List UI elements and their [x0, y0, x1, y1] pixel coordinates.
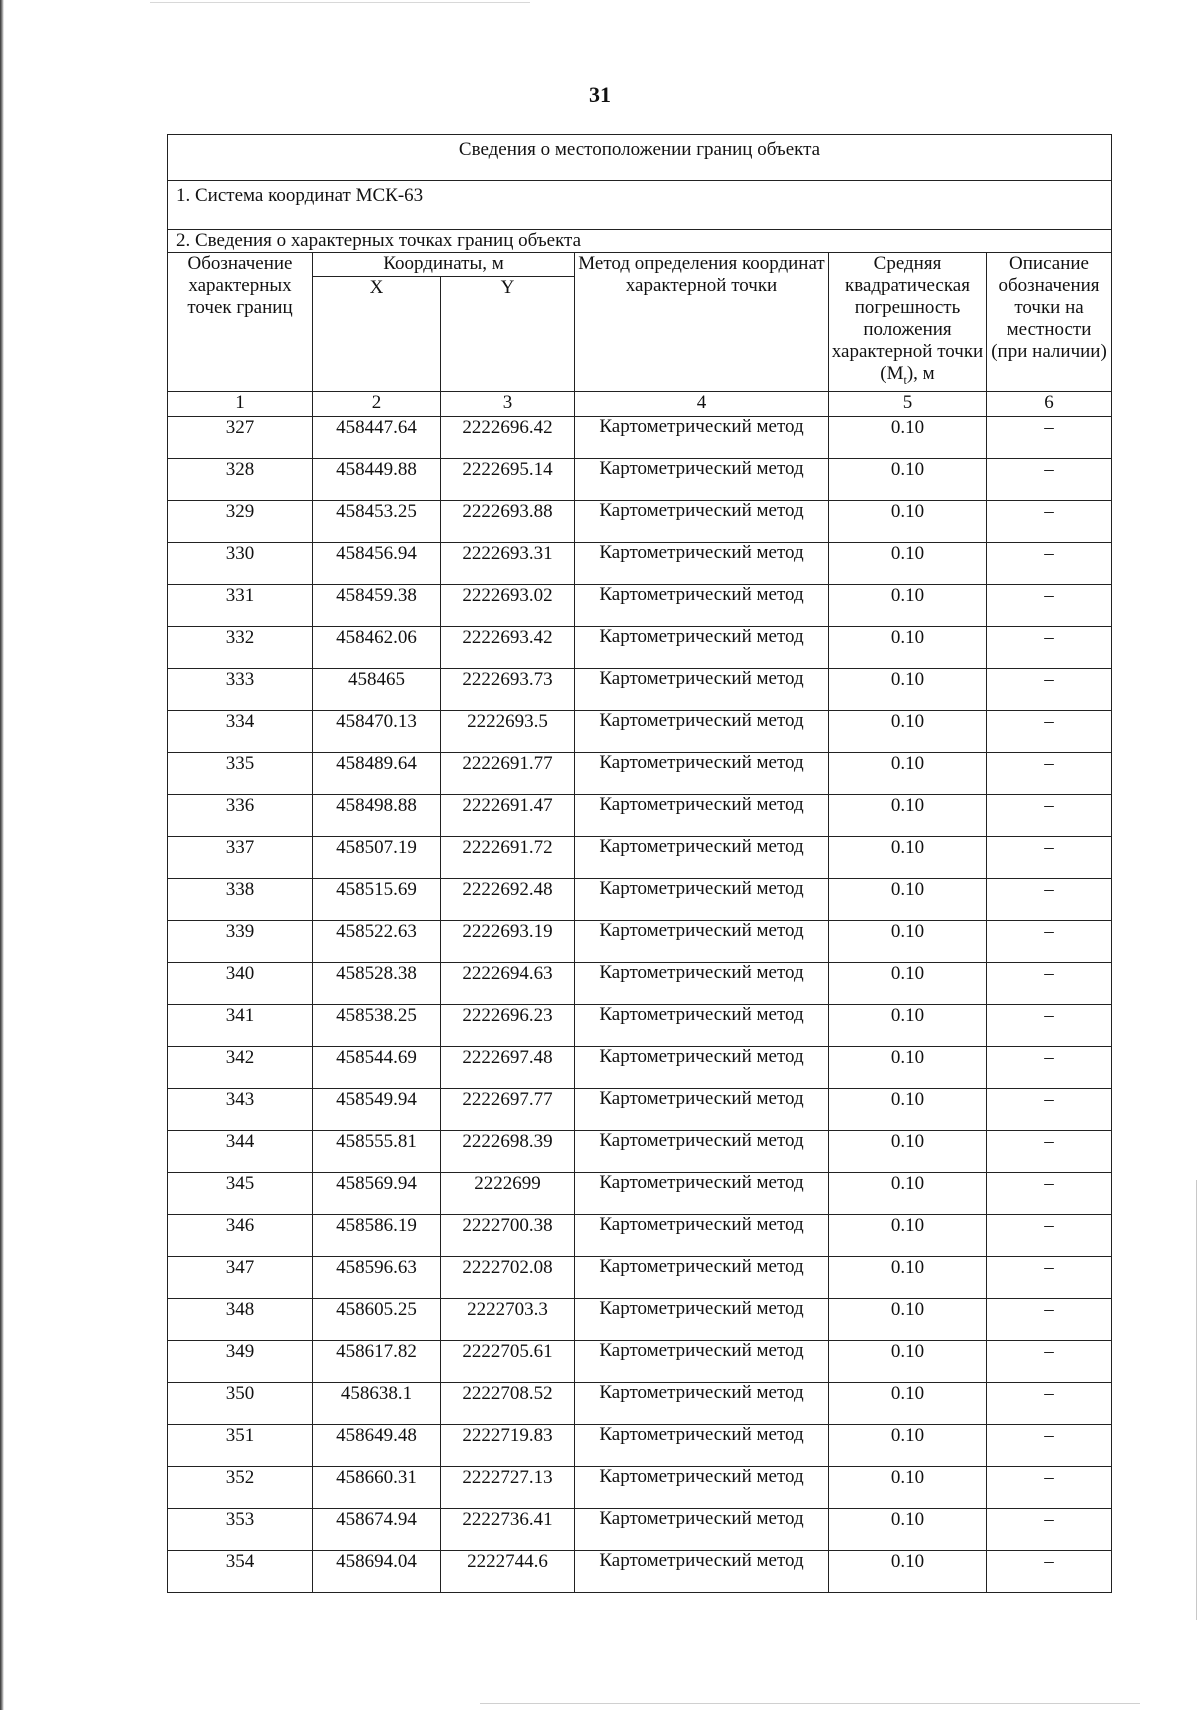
method-cell: Картометрический метод	[575, 752, 829, 794]
description-cell: –	[987, 1508, 1112, 1550]
method-cell: Картометрический метод	[575, 500, 829, 542]
header-method: Метод определения координат характерной точки	[575, 253, 829, 392]
method-cell: Картометрический метод	[575, 794, 829, 836]
error-cell: 0.10	[829, 1382, 987, 1424]
point-cell: 340	[168, 962, 313, 1004]
y-cell: 2222691.72	[441, 836, 575, 878]
error-cell: 0.10	[829, 416, 987, 458]
point-cell: 337	[168, 836, 313, 878]
y-cell: 2222736.41	[441, 1508, 575, 1550]
description-cell: –	[987, 500, 1112, 542]
error-cell: 0.10	[829, 668, 987, 710]
method-cell: Картометрический метод	[575, 878, 829, 920]
method-cell: Картометрический метод	[575, 920, 829, 962]
method-cell: Картометрический метод	[575, 1214, 829, 1256]
method-cell: Картометрический метод	[575, 1340, 829, 1382]
table-row	[168, 1508, 1112, 1550]
description-cell: –	[987, 1214, 1112, 1256]
error-cell: 0.10	[829, 1340, 987, 1382]
scan-artifact-right	[1196, 1180, 1197, 1620]
table-row	[168, 626, 1112, 668]
x-cell: 458449.88	[313, 458, 441, 500]
x-cell: 458617.82	[313, 1340, 441, 1382]
method-cell: Картометрический метод	[575, 1172, 829, 1214]
y-cell: 2222695.14	[441, 458, 575, 500]
table-row	[168, 1340, 1112, 1382]
point-cell: 330	[168, 542, 313, 584]
point-cell: 353	[168, 1508, 313, 1550]
method-cell: Картометрический метод	[575, 1550, 829, 1592]
x-cell: 458447.64	[313, 416, 441, 458]
point-cell: 332	[168, 626, 313, 668]
description-cell: –	[987, 710, 1112, 752]
method-cell: Картометрический метод	[575, 542, 829, 584]
header-x: X	[313, 277, 441, 392]
method-cell: Картометрический метод	[575, 1130, 829, 1172]
point-cell: 335	[168, 752, 313, 794]
description-cell: –	[987, 584, 1112, 626]
description-cell: –	[987, 458, 1112, 500]
error-cell: 0.10	[829, 1256, 987, 1298]
x-cell: 458522.63	[313, 920, 441, 962]
description-cell: –	[987, 962, 1112, 1004]
error-cell: 0.10	[829, 626, 987, 668]
x-cell: 458515.69	[313, 878, 441, 920]
y-cell: 2222697.77	[441, 1088, 575, 1130]
scan-artifact-top	[150, 2, 530, 3]
method-cell: Картометрический метод	[575, 1004, 829, 1046]
table-row	[168, 1382, 1112, 1424]
description-cell: –	[987, 542, 1112, 584]
description-cell: –	[987, 668, 1112, 710]
y-cell: 2222744.6	[441, 1550, 575, 1592]
table-row	[168, 1130, 1112, 1172]
column-number: 6	[987, 391, 1112, 416]
error-cell: 0.10	[829, 542, 987, 584]
x-cell: 458638.1	[313, 1382, 441, 1424]
column-numbers-row	[168, 391, 1112, 416]
description-cell: –	[987, 920, 1112, 962]
point-cell: 328	[168, 458, 313, 500]
column-number: 4	[575, 391, 829, 416]
x-cell: 458660.31	[313, 1466, 441, 1508]
point-cell: 334	[168, 710, 313, 752]
method-cell: Картометрический метод	[575, 710, 829, 752]
y-cell: 2222696.42	[441, 416, 575, 458]
point-cell: 341	[168, 1004, 313, 1046]
description-cell: –	[987, 1088, 1112, 1130]
y-cell: 2222693.5	[441, 710, 575, 752]
table-row	[168, 1466, 1112, 1508]
y-cell: 2222691.77	[441, 752, 575, 794]
table-row	[168, 1004, 1112, 1046]
point-cell: 342	[168, 1046, 313, 1088]
error-cell: 0.10	[829, 878, 987, 920]
error-cell: 0.10	[829, 1424, 987, 1466]
error-cell: 0.10	[829, 752, 987, 794]
description-cell: –	[987, 1172, 1112, 1214]
error-cell: 0.10	[829, 836, 987, 878]
point-cell: 354	[168, 1550, 313, 1592]
method-cell: Картометрический метод	[575, 1424, 829, 1466]
point-cell: 352	[168, 1466, 313, 1508]
x-cell: 458555.81	[313, 1130, 441, 1172]
error-cell: 0.10	[829, 1298, 987, 1340]
method-cell: Картометрический метод	[575, 668, 829, 710]
x-cell: 458544.69	[313, 1046, 441, 1088]
header-designation: Обозначение характерных точек границ	[168, 253, 313, 392]
coordinate-system: 1. Система координат МСК-63	[168, 181, 1112, 230]
method-cell: Картометрический метод	[575, 584, 829, 626]
description-cell: –	[987, 416, 1112, 458]
y-cell: 2222699	[441, 1172, 575, 1214]
x-cell: 458453.25	[313, 500, 441, 542]
point-cell: 345	[168, 1172, 313, 1214]
table-row	[168, 416, 1112, 458]
x-cell: 458489.64	[313, 752, 441, 794]
error-cell: 0.10	[829, 500, 987, 542]
error-cell: 0.10	[829, 1466, 987, 1508]
y-cell: 2222727.13	[441, 1466, 575, 1508]
y-cell: 2222719.83	[441, 1424, 575, 1466]
method-cell: Картометрический метод	[575, 1298, 829, 1340]
error-cell: 0.10	[829, 1508, 987, 1550]
points-section-title: 2. Сведения о характерных точках границ объекта	[168, 230, 1112, 253]
description-cell: –	[987, 1466, 1112, 1508]
method-cell: Картометрический метод	[575, 1508, 829, 1550]
x-cell: 458528.38	[313, 962, 441, 1004]
table-row	[168, 500, 1112, 542]
x-cell: 458498.88	[313, 794, 441, 836]
y-cell: 2222693.31	[441, 542, 575, 584]
method-cell: Картометрический метод	[575, 1046, 829, 1088]
description-cell: –	[987, 794, 1112, 836]
description-cell: –	[987, 1382, 1112, 1424]
column-number: 5	[829, 391, 987, 416]
point-cell: 351	[168, 1424, 313, 1466]
x-cell: 458538.25	[313, 1004, 441, 1046]
table-row	[168, 794, 1112, 836]
column-number: 2	[313, 391, 441, 416]
header-y: Y	[441, 277, 575, 392]
x-cell: 458605.25	[313, 1298, 441, 1340]
table-title: Сведения о местоположении границ объекта	[168, 135, 1112, 181]
x-cell: 458694.04	[313, 1550, 441, 1592]
table-row	[168, 710, 1112, 752]
point-cell: 338	[168, 878, 313, 920]
description-cell: –	[987, 1298, 1112, 1340]
x-cell: 458549.94	[313, 1088, 441, 1130]
y-cell: 2222691.47	[441, 794, 575, 836]
description-cell: –	[987, 626, 1112, 668]
table-row	[168, 1256, 1112, 1298]
error-cell: 0.10	[829, 1172, 987, 1214]
table-row	[168, 1424, 1112, 1466]
x-cell: 458649.48	[313, 1424, 441, 1466]
error-cell: 0.10	[829, 1088, 987, 1130]
table-row	[168, 1088, 1112, 1130]
x-cell: 458456.94	[313, 542, 441, 584]
table-row	[168, 1214, 1112, 1256]
description-cell: –	[987, 752, 1112, 794]
table-row	[168, 458, 1112, 500]
x-cell: 458470.13	[313, 710, 441, 752]
table-row	[168, 878, 1112, 920]
description-cell: –	[987, 1340, 1112, 1382]
table-row	[168, 836, 1112, 878]
description-cell: –	[987, 878, 1112, 920]
y-cell: 2222700.38	[441, 1214, 575, 1256]
error-cell: 0.10	[829, 1214, 987, 1256]
y-cell: 2222702.08	[441, 1256, 575, 1298]
table-row	[168, 1046, 1112, 1088]
point-cell: 327	[168, 416, 313, 458]
table-row	[168, 752, 1112, 794]
description-cell: –	[987, 1424, 1112, 1466]
method-cell: Картометрический метод	[575, 626, 829, 668]
error-cell: 0.10	[829, 1130, 987, 1172]
error-cell: 0.10	[829, 1004, 987, 1046]
x-cell: 458569.94	[313, 1172, 441, 1214]
table-row	[168, 668, 1112, 710]
header-description: Описание обозначения точки на местности (при наличии)	[987, 253, 1112, 392]
point-cell: 339	[168, 920, 313, 962]
column-number: 1	[168, 391, 313, 416]
point-cell: 343	[168, 1088, 313, 1130]
column-number: 3	[441, 391, 575, 416]
method-cell: Картометрический метод	[575, 836, 829, 878]
y-cell: 2222693.02	[441, 584, 575, 626]
description-cell: –	[987, 1256, 1112, 1298]
table-row	[168, 584, 1112, 626]
point-cell: 344	[168, 1130, 313, 1172]
y-cell: 2222696.23	[441, 1004, 575, 1046]
y-cell: 2222705.61	[441, 1340, 575, 1382]
y-cell: 2222692.48	[441, 878, 575, 920]
point-cell: 349	[168, 1340, 313, 1382]
method-cell: Картометрический метод	[575, 1088, 829, 1130]
point-cell: 331	[168, 584, 313, 626]
y-cell: 2222693.73	[441, 668, 575, 710]
error-cell: 0.10	[829, 1550, 987, 1592]
header-error: Средняя квадратическая погрешность положения характерной точки $(M_t)$, м	[829, 253, 987, 392]
x-cell: 458586.19	[313, 1214, 441, 1256]
table-row	[168, 542, 1112, 584]
table-row	[168, 1172, 1112, 1214]
y-cell: 2222697.48	[441, 1046, 575, 1088]
error-cell: 0.10	[829, 920, 987, 962]
boundary-points-table	[167, 134, 1112, 1593]
y-cell: 2222698.39	[441, 1130, 575, 1172]
x-cell: 458465	[313, 668, 441, 710]
y-cell: 2222693.42	[441, 626, 575, 668]
method-cell: Картометрический метод	[575, 1382, 829, 1424]
page-number: 31	[589, 82, 611, 107]
point-cell: 329	[168, 500, 313, 542]
description-cell: –	[987, 1130, 1112, 1172]
error-cell: 0.10	[829, 1046, 987, 1088]
y-cell: 2222693.88	[441, 500, 575, 542]
error-cell: 0.10	[829, 458, 987, 500]
point-cell: 347	[168, 1256, 313, 1298]
y-cell: 2222694.63	[441, 962, 575, 1004]
method-cell: Картометрический метод	[575, 1466, 829, 1508]
description-cell: –	[987, 1550, 1112, 1592]
point-cell: 336	[168, 794, 313, 836]
x-cell: 458459.38	[313, 584, 441, 626]
method-cell: Картометрический метод	[575, 962, 829, 1004]
error-cell: 0.10	[829, 584, 987, 626]
error-cell: 0.10	[829, 794, 987, 836]
method-cell: Картометрический метод	[575, 458, 829, 500]
scan-artifact-bottom	[480, 1703, 1140, 1704]
y-cell: 2222693.19	[441, 920, 575, 962]
point-cell: 348	[168, 1298, 313, 1340]
table-row	[168, 920, 1112, 962]
header-coordinates: Координаты, м	[313, 253, 575, 277]
point-cell: 333	[168, 668, 313, 710]
x-cell: 458596.63	[313, 1256, 441, 1298]
table-row	[168, 1298, 1112, 1340]
x-cell: 458507.19	[313, 836, 441, 878]
method-cell: Картометрический метод	[575, 1256, 829, 1298]
point-cell: 350	[168, 1382, 313, 1424]
y-cell: 2222703.3	[441, 1298, 575, 1340]
error-cell: 0.10	[829, 962, 987, 1004]
y-cell: 2222708.52	[441, 1382, 575, 1424]
point-cell: 346	[168, 1214, 313, 1256]
x-cell: 458462.06	[313, 626, 441, 668]
table-row	[168, 1550, 1112, 1592]
description-cell: –	[987, 836, 1112, 878]
method-cell: Картометрический метод	[575, 416, 829, 458]
description-cell: –	[987, 1004, 1112, 1046]
description-cell: –	[987, 1046, 1112, 1088]
error-cell: 0.10	[829, 710, 987, 752]
table-row	[168, 962, 1112, 1004]
scan-edge-left	[0, 0, 4, 1710]
x-cell: 458674.94	[313, 1508, 441, 1550]
